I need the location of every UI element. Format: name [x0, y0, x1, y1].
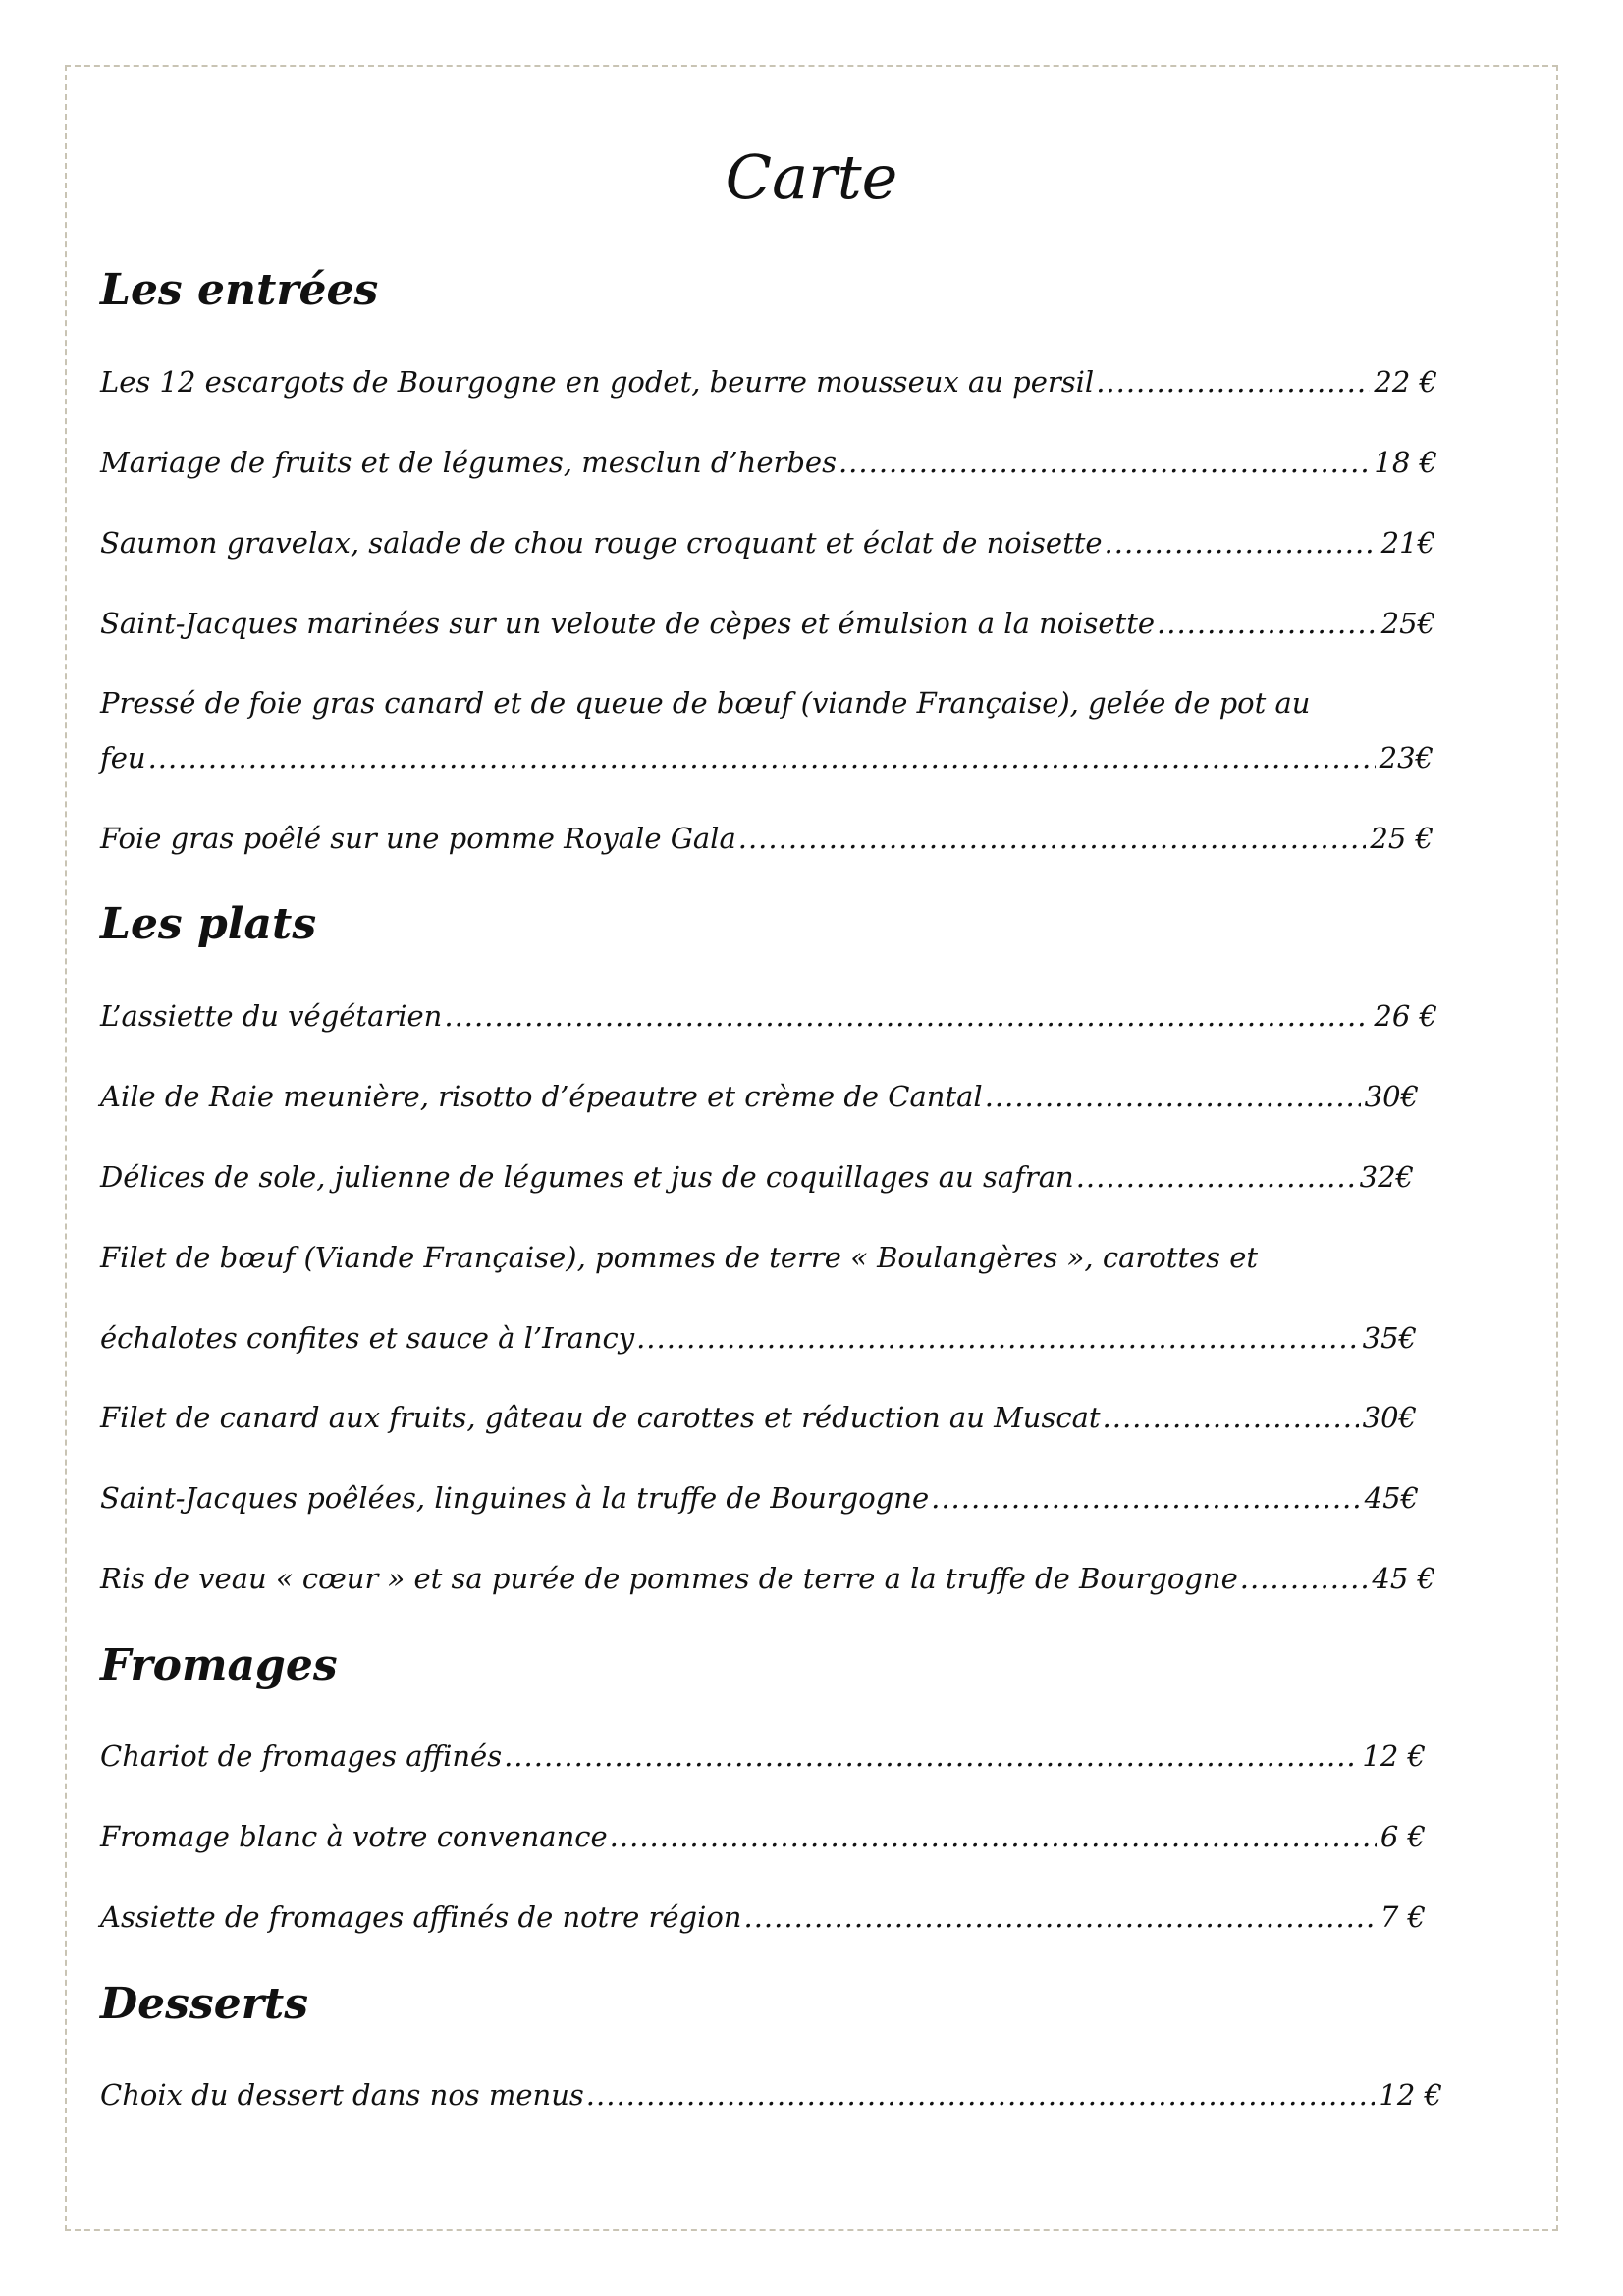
dot-leader	[148, 736, 1376, 779]
menu-item-price: 6 €	[1380, 1820, 1426, 1853]
menu-item-price: 45€	[1364, 1481, 1419, 1515]
menu-item-price: 22 €	[1374, 365, 1437, 399]
menu-item	[100, 521, 1435, 564]
menu-item-price: 25 €	[1370, 822, 1434, 855]
menu-item-price: 30€	[1362, 1401, 1417, 1434]
menu-item-name: Choix du dessert dans nos menus	[100, 2078, 584, 2111]
menu-item-name: Filet de canard aux fruits, gâteau de carottes et réduction au Muscat	[100, 1401, 1101, 1434]
dot-leader	[610, 1815, 1377, 1858]
dot-leader	[985, 1075, 1361, 1118]
menu-item-price: 25€	[1380, 607, 1435, 640]
dot-leader	[586, 2073, 1376, 2116]
menu-item-price: 12 €	[1379, 2078, 1442, 2111]
dot-leader	[1103, 1396, 1359, 1439]
menu-item-name: échalotes confites et sauce à l’Irancy	[100, 1321, 635, 1355]
menu-item	[100, 1476, 1419, 1520]
menu-item	[100, 1735, 1426, 1778]
dot-leader	[743, 1896, 1376, 1939]
menu-item-price: 45 €	[1372, 1562, 1435, 1595]
menu-item-name: Les 12 escargots de Bourgogne en godet, beurre mousseux au persil	[100, 365, 1095, 399]
section-heading-fromages: Fromages	[100, 1640, 338, 1690]
menu-item	[100, 1557, 1435, 1600]
menu-item-price: 35€	[1362, 1321, 1417, 1355]
menu-item-price: 26 €	[1374, 999, 1437, 1033]
dot-leader	[931, 1476, 1361, 1520]
menu-item-price: 18 €	[1374, 446, 1437, 479]
menu-item-name: Fromage blanc à votre convenance	[100, 1820, 608, 1853]
dot-leader	[738, 817, 1367, 860]
section-heading-plats: Les plats	[100, 899, 317, 949]
menu-title: Carte	[725, 141, 898, 213]
dot-leader	[1105, 521, 1378, 564]
dot-leader	[504, 1735, 1358, 1778]
menu-item-price: 21€	[1380, 526, 1435, 560]
menu-item	[100, 1396, 1417, 1439]
menu-item	[100, 1815, 1426, 1858]
dot-leader	[839, 441, 1370, 484]
menu-item-price: 32€	[1359, 1160, 1414, 1194]
menu-item	[100, 817, 1434, 860]
menu-item-name: Mariage de fruits et de légumes, mesclun d’herbes	[100, 446, 837, 479]
menu-item-name-line1: Filet de bœuf (Viande Française), pommes de terre « Boulangères », carottes et	[100, 1241, 1259, 1274]
menu-item	[100, 994, 1437, 1038]
menu-item-price: 23€	[1379, 741, 1434, 774]
menu-item	[100, 1896, 1426, 1939]
dot-leader	[1157, 602, 1378, 645]
menu-item-name: Chariot de fromages affinés	[100, 1739, 503, 1773]
menu-item	[100, 2073, 1442, 2116]
dot-leader	[1096, 360, 1370, 403]
menu-item	[100, 736, 1434, 779]
menu-item-price: 12 €	[1362, 1739, 1426, 1773]
dot-leader	[444, 994, 1370, 1038]
menu-item-price: 30€	[1364, 1080, 1419, 1113]
dot-leader	[1240, 1557, 1369, 1600]
section-heading-entrees: Les entrées	[100, 265, 379, 315]
menu-item-name: L’assiette du végétarien	[100, 999, 443, 1033]
menu-item	[100, 441, 1437, 484]
dot-leader	[1076, 1155, 1356, 1199]
menu-item-name-line1: Pressé de foie gras canard et de queue de bœuf (viande Française), gelée de pot au	[100, 686, 1311, 720]
menu-item-name: Assiette de fromages affinés de notre région	[100, 1900, 742, 1934]
menu-item	[100, 360, 1437, 403]
menu-item-name: feu	[100, 741, 146, 774]
dot-leader	[636, 1316, 1359, 1360]
menu-item-name: Saint-Jacques poêlées, linguines à la truffe de Bourgogne	[100, 1481, 930, 1515]
menu-item-name: Délices de sole, julienne de légumes et jus de coquillages au safran	[100, 1160, 1074, 1194]
menu-item-name: Aile de Raie meunière, risotto d’épeautre et crème de Cantal	[100, 1080, 983, 1113]
menu-item	[100, 602, 1435, 645]
menu-item-name: Ris de veau « cœur » et sa purée de pommes de terre a la truffe de Bourgogne	[100, 1562, 1238, 1595]
section-heading-desserts: Desserts	[100, 1979, 308, 2029]
menu-item	[100, 1155, 1414, 1199]
menu-item-name: Saumon gravelax, salade de chou rouge croquant et éclat de noisette	[100, 526, 1103, 560]
menu-item-name: Saint-Jacques marinées sur un veloute de cèpes et émulsion a la noisette	[100, 607, 1156, 640]
menu-item-name: Foie gras poêlé sur une pomme Royale Gala	[100, 822, 736, 855]
menu-item	[100, 1075, 1419, 1118]
menu-item-price: 7 €	[1380, 1900, 1426, 1934]
menu-item	[100, 1316, 1417, 1360]
